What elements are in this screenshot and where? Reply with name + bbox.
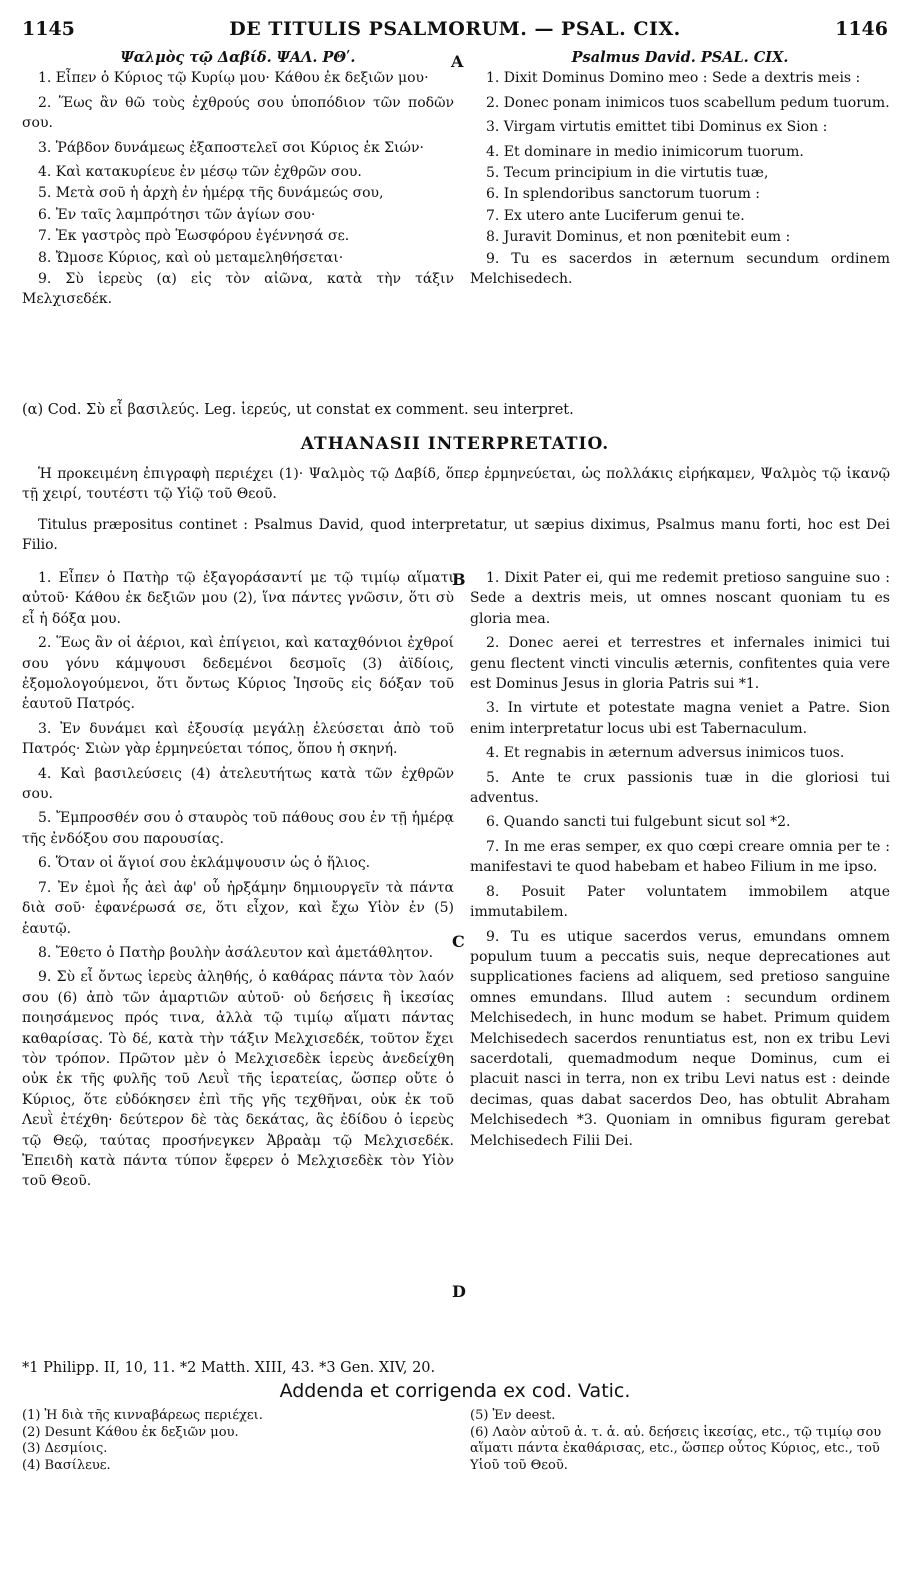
psalm-latin-verse: 1. Dixit Dominus Domino meo : Sede a dextris meis : <box>486 70 861 87</box>
interp-latin-column <box>470 568 890 1151</box>
running-header <box>22 18 888 42</box>
addenda-title: Addenda et corrigenda ex cod. Vatic. <box>279 1380 631 1402</box>
psalm-greek-verse: 7. Ἐκ γαστρὸς πρὸ Ἑωσφόρου ἐγέννησά σε. <box>38 228 350 245</box>
psalm-greek-verse: 6. Ἐν ταῖς λαμπρότησι τῶν ἁγίων σου· <box>38 206 316 223</box>
margin-mark-c: C <box>452 932 465 951</box>
interp-greek-verse: 4. Καὶ βασιλεύσεις (4) ἀτελευτήτως κατὰ τῶν ἐχθρῶν σου. <box>22 765 454 803</box>
addenda-entry: (1) Ἡ διὰ τῆς κινναβάρεως περιέχει. <box>22 1408 263 1423</box>
psalm-latin-verse: 3. Virgam virtutis emittet tibi Dominus ex Sion : <box>486 119 828 136</box>
psalm-latin-verse: 7. Ex utero ante Luciferum genui te. <box>486 207 745 224</box>
margin-mark-b: B <box>452 570 466 589</box>
psalm-latin-heading: Psalmus David. PSAL. CIX. <box>571 49 789 66</box>
interp-greek-verse: 2. Ἕως ἂν οἱ ἀέριοι, καὶ ἐπίγειοι, καὶ καταχθόνιοι ἐχθροί σου γόνυ κάμψουσι δεδεμένοι δεσμοῖς (3) ἀϊδίοις, ἐξομολογούμενοι, ὅτι ὄντως Κύριος Ἰησοῦς εἰς δόξαν τοῦ ἑαυτοῦ Πατρός. <box>22 635 454 713</box>
addenda-entry: (2) Desunt Κάθου ἐκ δεξιῶν μου. <box>22 1424 239 1440</box>
footnotes: *1 Philipp. II, 10, 11. *2 Matth. XIII, 43. *3 Gen. XIV, 20. <box>22 1360 436 1376</box>
section-title: ATHANASII INTERPRETATIO. <box>300 434 610 454</box>
interp-latin-verse: 3. In virtute et potestate magna veniet a Patre. Sion enim interpretatur locus ubi est Tabernaculum. <box>470 700 890 737</box>
psalm-latin-verse: 5. Tecum principium in die virtutis tuæ, <box>486 165 769 182</box>
interp-latin-verse: 4. Et regnabis in æternum adversus inimicos tuos. <box>486 745 845 762</box>
interp-latin-verse: 5. Ante te crux passionis tuæ in die gloriosi tui adventus. <box>470 769 890 807</box>
interp-latin-verse: 1. Dixit Pater ei, qui me redemit pretioso sanguine suo : Sede a dextris meis, ut omnes noscant quoniam tu es gloria mea. <box>470 570 890 627</box>
psalm-latin-verse: 9. Tu es sacerdos in æternum secundum ordinem Melchisedech. <box>470 250 890 288</box>
addenda-right <box>470 1408 890 1474</box>
psalm-greek-verse: 1. Εἶπεν ὁ Κύριος τῷ Κυρίῳ μου· Κάθου ἐκ δεξιῶν μου· <box>38 70 429 87</box>
interp-latin-verse: 7. In me eras semper, ex quo cœpi creare omnia per te : manifestavi te quod habebam et habeo Filium in me ipso. <box>470 838 890 876</box>
addenda-entry: (3) Δεσμίοις. <box>22 1441 108 1456</box>
intro-latin: Titulus præpositus continet : Psalmus David, quod interpretatur, ut sæpius diximus, Psalmus manu forti, hoc est Dei Filio. <box>22 517 890 554</box>
interp-greek-verse: 5. Ἔμπροσθέν σου ὁ σταυρὸς τοῦ πάθους σου ἐν τῇ ἡμέρᾳ τῆς ἐνδόξου σου παρουσίας. <box>22 810 454 847</box>
interp-greek-verse: 1. Εἶπεν ὁ Πατὴρ τῷ ἐξαγοράσαντί με τῷ τιμίῳ αἵματι αὐτοῦ· Κάθου ἐκ δεξιῶν μου (2), ἵνα πάντες γνῶσιν, ὅτι σὺ εἶ ἡ δόξα μου. <box>22 570 454 627</box>
interp-greek-verse: 3. Ἐν δυνάμει καὶ ἐξουσίᾳ μεγάλῃ ἐλεύσεται ἀπὸ τοῦ Πατρός· Σιὼν γὰρ ἑρμηνεύεται τόπος, ὅπου ἡ σκηνή. <box>22 720 454 758</box>
variant-note: (α) Cod. Σὺ εἶ βασιλεύς. Leg. ἱερεύς, ut constat ex comment. seu interpret. <box>22 402 574 418</box>
interp-latin-verse: 2. Donec aerei et terrestres et infernales inimici tui genu flectent vincti vinculis æternis, confitentes quia vere est Dominus Jesus in gloria Patris sui *1. <box>470 635 890 693</box>
psalm-greek-column <box>22 48 454 310</box>
psalm-latin-verse: 8. Juravit Dominus, et non pœnitebit eum : <box>486 229 791 246</box>
interp-latin-verse: 6. Quando sancti tui fulgebunt sicut sol *2. <box>486 814 791 831</box>
margin-mark-d: D <box>452 1282 466 1301</box>
interp-greek-verse: 6. Ὅταν οἱ ἅγιοί σου ἐκλάμψουσιν ὡς ὁ ἥλιος. <box>38 855 371 872</box>
page-number-left: 1145 <box>22 18 75 40</box>
psalm-latin-verse: 2. Donec ponam inimicos tuos scabellum pedum tuorum. <box>486 94 890 111</box>
psalm-greek-verse: 9. Σὺ ἱερεὺς (α) εἰς τὸν αἰῶνα, κατὰ τὴν τάξιν Μελχισεδέκ. <box>22 271 454 308</box>
psalm-latin-verse: 6. In splendoribus sanctorum tuorum : <box>486 186 761 203</box>
psalm-greek-heading: Ψαλμὸς τῷ Δαβίδ. ΨΑΛ. ΡΘʹ. <box>120 49 356 66</box>
interp-latin-verse: 9. Tu es utique sacerdos verus, emundans omnem populum tuum a peccatis suis, neque deprecationes aut supplicationes faciens ad aliquem, sed pretioso sanguine omnes emundans. Illud autem : secundum ordinem Melchisedech, in hunc modum se habet. Primum quidem Melchisedech sacerdos renuntiatus est, non ex tribu Levi sacerdotali, quemadmodum neque Dominus, cum ei placuit nasci in terra, non ex tribu Levi natus est : deinde decimas, quas dabat sacerdos Deo, has obtulit Abraham Melchisedech *3. Quoniam in omnibus figuram gerebat Melchisedech Filii Dei. <box>470 928 890 1149</box>
psalm-latin-verse: 4. Et dominare in medio inimicorum tuorum. <box>486 143 804 160</box>
interp-latin-verse: 8. Posuit Pater voluntatem immobilem atque immutabilem. <box>470 883 890 921</box>
interp-greek-column <box>22 568 454 1192</box>
interp-greek-verse: 7. Ἐν ἐμοὶ ἧς ἀεὶ ἀφ' οὗ ἠρξάμην δημιουργεῖν τὰ πάντα διὰ σοῦ· ἐφανέρωσά σε, ὅτι εἶχον, καὶ ἔχω Υἱὸν ἐν (5) ἑαυτῷ. <box>22 879 454 937</box>
margin-mark-a: A <box>451 52 464 71</box>
interp-greek-verse: 8. Ἔθετο ὁ Πατὴρ βουλὴν ἀσάλευτον καὶ ἀμετάθλητον. <box>38 944 434 961</box>
addenda-entry: (6) Λαὸν αὐτοῦ ἀ. τ. ἁ. αὐ. δεήσεις ἱκεσίας, etc., τῷ τιμίῳ σου αἵματι πάντα ἐκαθάρισας, etc., ὥσπερ οὗτος Κύριος, etc., τοῦ Υἱοῦ τοῦ Θεοῦ. <box>470 1424 882 1473</box>
psalm-latin-column <box>470 48 890 289</box>
psalm-greek-verse: 2. Ἕως ἂν θῶ τοὺς ἐχθρούς σου ὑποπόδιον τῶν ποδῶν σου. <box>22 94 454 132</box>
addenda-entry: (5) Ἐν deest. <box>470 1408 556 1423</box>
psalm-greek-verse: 5. Μετὰ σοῦ ἡ ἀρχὴ ἐν ἡμέρᾳ τῆς δυνάμεώς σου, <box>38 185 384 202</box>
psalm-greek-verse: 3. Ῥάβδον δυνάμεως ἐξαποστελεῖ σοι Κύριος ἐκ Σιών· <box>38 139 424 156</box>
psalm-greek-verse: 8. Ὤμοσε Κύριος, καὶ οὐ μεταμεληθήσεται· <box>38 249 344 266</box>
addenda-left <box>22 1408 454 1474</box>
interp-greek-verse: 9. Σὺ εἶ ὄντως ἱερεὺς ἀληθής, ὁ καθάρας πάντα τὸν λαόν σου (6) ἀπὸ τῶν ἁμαρτιῶν αὐτοῦ· οὐ δεήσεις ἢ ἱκεσίας ποιησάμενος πρός τινα, ἀλλὰ τῷ τιμίῳ αἵματι πάντας καθαρίσας. Τὸ δέ, κατὰ τὴν τάξιν Μελχισεδέκ, τοῦτον ἔχει τὸν τρόπον. Πρῶτον μὲν ὁ Μελχισεδὲκ ἱερεὺς ἀνεδείχθη οὐκ ἐκ τῆς φυλῆς τοῦ Λευῒ τῆς ἱερατείας, ὥσπερ οὔτε ὁ Κύριος, ὅτε εὐδόκησεν ἐπὶ τῆς γῆς τεχθῆναι, οὐκ ἐκ τοῦ Λευῒ ἐτέχθη· δεύτερον δὲ τὰς δεκάτας, ἃς ἐδίδου ὁ ἱερεὺς τῷ Θεῷ, ταύτας προσήνεγκεν Ἀβραὰμ τῷ Μελχισεδέκ. Ἐπειδὴ κατὰ πάντα τύπον ἔφερεν ὁ Μελχισεδὲκ τὸν Υἱὸν τοῦ Θεοῦ. <box>22 969 454 1190</box>
running-title: DE TITULIS PSALMORUM. — PSAL. CIX. <box>229 18 681 40</box>
page-number-right: 1146 <box>835 18 888 40</box>
psalm-greek-verse: 4. Καὶ κατακυρίευε ἐν μέσῳ τῶν ἐχθρῶν σου. <box>38 164 362 181</box>
addenda-entry: (4) Βασίλευε. <box>22 1457 111 1473</box>
intro-greek: Ἡ προκειμένη ἐπιγραφὴ περιέχει (1)· Ψαλμὸς τῷ Δαβίδ, ὅπερ ἑρμηνεύεται, ὡς πολλάκις εἰρήκαμεν, Ψαλμὸς τῷ ἱκανῷ τῇ χειρί, τουτέστι τῷ Υἱῷ τοῦ Θεοῦ. <box>22 466 890 503</box>
